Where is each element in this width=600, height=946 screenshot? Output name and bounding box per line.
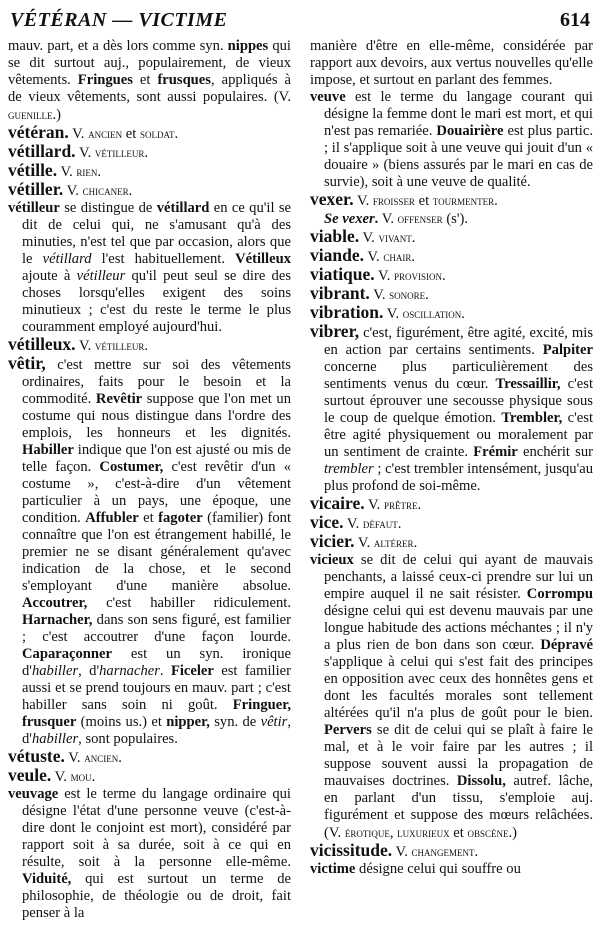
entry-headword: vibrer, [310, 321, 360, 341]
dictionary-entry [310, 495, 593, 514]
entry-definition: V. changement. [392, 844, 479, 860]
entry-definition: V. chicaner. [63, 183, 133, 199]
entry-definition: V. sonore. [369, 287, 429, 303]
entry-headword: vétilleur [8, 200, 60, 216]
entry-definition: se dit de celui qui ayant de mauvais penchants, a laissé ceux-ci prendre sur lui un empire auquel il ne sait résister. Corrompu désigne celui qui est devenu mauvais par une longue habitude des actions méchantes ; il n'y a plus rien de bon dans son cœur. Dépravé s'applique à celui qui s'est fait des principes en opposition avec ceux des honnêtes gens et dont les facultés morales sont tellement altérées qu'il n'a plus de goût pour le bien. Pervers se dit de celui qui se plaît à faire le mal, et à le voir faire par les autres ; il suppose souvent aussi la propagation de mauvaises doctrines. Dissolu, autref. lâche, en parlant d'un tissu, s'emploie auj. figurément et suppose des mœurs relâchées. (V. érotique, luxurieux et obscène.) [324, 552, 593, 841]
entry-definition: V. vétilleur. [75, 145, 149, 161]
dictionary-entry [310, 552, 593, 842]
entry-headword: vêtir, [8, 353, 46, 373]
entry-headword: vétilleux. [8, 334, 76, 354]
entry-definition: c'est mettre sur soi des vêtements ordinaires, faits pour le besoin et la commodité. Revêtir suppose que l'on met un costume qui nous distingue dans l'ordre des emplois, les honneurs et les dignités. Habiller indique que l'on est ajusté ou mis de telle façon. Costumer, c'est revêtir d'un « costume », c'est-à-dire d'un vêtement particulier à un pays, une époque, une condition. Affubler et fagoter (familier) font connaître que l'on est étrangement habillé, le premier ne se disant généralement qu'avec indication de la chose, et le second s'employant d'une manière absolue. Accoutrer, c'est habiller ridiculement. Harnacher, dans son sens figuré, est familier ; c'est accoutrer d'une façon lourde. Caparaçonner est un syn. ironique d'habiller, d'harnacher. Ficeler est familier aussi et se prend toujours en mauv. part ; c'est habiller sans soin ni goût. Fringuer, frusquer (moins us.) et nipper, syn. de vêtir, d'habiller, sont populaires. [22, 357, 292, 747]
entry-headword: victime [310, 861, 356, 877]
entry-headword: vétuste. [8, 746, 65, 766]
entry-definition: V. mou. [51, 769, 96, 785]
entry-definition: V. ancien. [64, 750, 122, 766]
right-column [310, 38, 593, 878]
entry-headword: vibrant. [310, 283, 370, 303]
entry-definition: désigne celui qui souffre ou [355, 861, 521, 877]
entry-definition: V. provision. [374, 268, 446, 284]
entry-definition: V. vétilleur. [75, 338, 149, 354]
dictionary-entry [310, 842, 593, 861]
entry-headword: viatique. [310, 264, 375, 284]
entry-headword: vétéran. [8, 122, 69, 142]
dictionary-entry [310, 861, 593, 878]
entry-definition: V. rien. [57, 164, 102, 180]
page-header [10, 6, 590, 32]
entry-headword: vibration. [310, 302, 384, 322]
entry-definition: Se vexer. V. offenser (s'). [324, 211, 468, 227]
entry-headword: vicaire. [310, 493, 365, 513]
entry-headword: vicissitude. [310, 840, 393, 860]
entry-definition: mauv. part, et a dès lors comme syn. nippes qui se dit surtout auj., populairement, de vieux vêtements. Fringues et frusques, appliqués à de vieux vêtements, sont aussi populaires. (V. guenille.) [8, 38, 291, 123]
dictionary-entry [310, 38, 593, 89]
entry-definition: V. défaut. [343, 516, 402, 532]
entry-definition: V. vivant. [359, 230, 416, 246]
dictionary-entry [310, 323, 593, 495]
entry-definition: V. froisser et tourmenter. [353, 193, 498, 209]
dictionary-entry [8, 336, 291, 355]
dictionary-entry [310, 533, 593, 552]
dictionary-entry [8, 355, 291, 748]
dictionary-entry [8, 767, 291, 786]
entry-headword: veuvage [8, 786, 59, 802]
entry-headword: vexer. [310, 189, 354, 209]
entry-headword: vicieux [310, 552, 354, 568]
left-column [8, 38, 291, 922]
page-number: 614 [560, 9, 590, 31]
entry-headword: vicier. [310, 531, 355, 551]
entry-headword: vétille. [8, 160, 58, 180]
entry-headword: viande. [310, 245, 364, 265]
running-title: VÉTÉRAN — VICTIME [10, 9, 228, 31]
entry-headword: veuve [310, 89, 346, 105]
entry-definition: V. chair. [363, 249, 415, 265]
entry-definition: se distingue de vétillard en ce qu'il se dit de celui qui, ne s'amusant qu'à des minuties, n'est tel que par occasion, alors que le vétillard l'est habituellement. Vétilleux ajoute à vétilleur qu'il peut seul se dire des choses lorsqu'elles exigent des soins minutieux ; c'est du reste le terme le plus couramment employé aujourd'hui. [22, 200, 291, 335]
entry-definition: V. prêtre. [364, 497, 422, 513]
dictionary-entry [310, 191, 593, 210]
entry-headword: viable. [310, 226, 360, 246]
dictionary-entry [310, 89, 593, 191]
entry-definition: V. oscillation. [383, 306, 465, 322]
entry-definition: est le terme du langage courant qui désigne la femme dont le mari est mort, et qui n'est pas remariée. Douairière est plus partic. ; il s'applique soit à une veuve qui jouit d'un « douaire » (biens assurés par le mari en cas de survie), soit à une veuve de qualité. [324, 89, 593, 190]
dictionary-entry [8, 200, 291, 336]
entry-headword: veule. [8, 765, 52, 785]
entry-headword: vétillard. [8, 141, 76, 161]
entry-definition: c'est, figurément, être agité, excité, mis en action par certains sentiments. Palpiter concerne plus particulièrement des sentiments venus du cœur. Tressaillir, c'est surtout éprouver une secousse physique sous le coup de quelque émotion. Trembler, c'est être agité physiquement ou moralement par un sentiment de crainte. Frémir enchérit sur trembler ; c'est trembler intensément, jusqu'au plus profond de soi-même. [324, 325, 593, 494]
entry-definition: est le terme du langage ordinaire qui désigne l'état d'une personne veuve (c'est-à-dire dont le conjoint est mort), considéré par rapport soit à sa durée, soit à ce qui en résulte, soit à la personne elle-même. Viduité, qui est surtout un terme de philosophie, de théologie ou de droit, fait penser à la [22, 786, 291, 921]
dictionary-entry [8, 786, 291, 922]
dictionary-entry [8, 181, 291, 200]
entry-headword: vétiller. [8, 179, 64, 199]
entry-definition: V. ancien et soldat. [68, 126, 179, 142]
entry-definition: manière d'être en elle-même, considérée par rapport aux devoirs, aux vertus nouvelles qu'elle impose, et surtout en parlant des femmes. [310, 38, 593, 88]
entry-definition: V. altérer. [354, 535, 418, 551]
dictionary-entry [8, 38, 291, 124]
entry-headword: vice. [310, 512, 344, 532]
